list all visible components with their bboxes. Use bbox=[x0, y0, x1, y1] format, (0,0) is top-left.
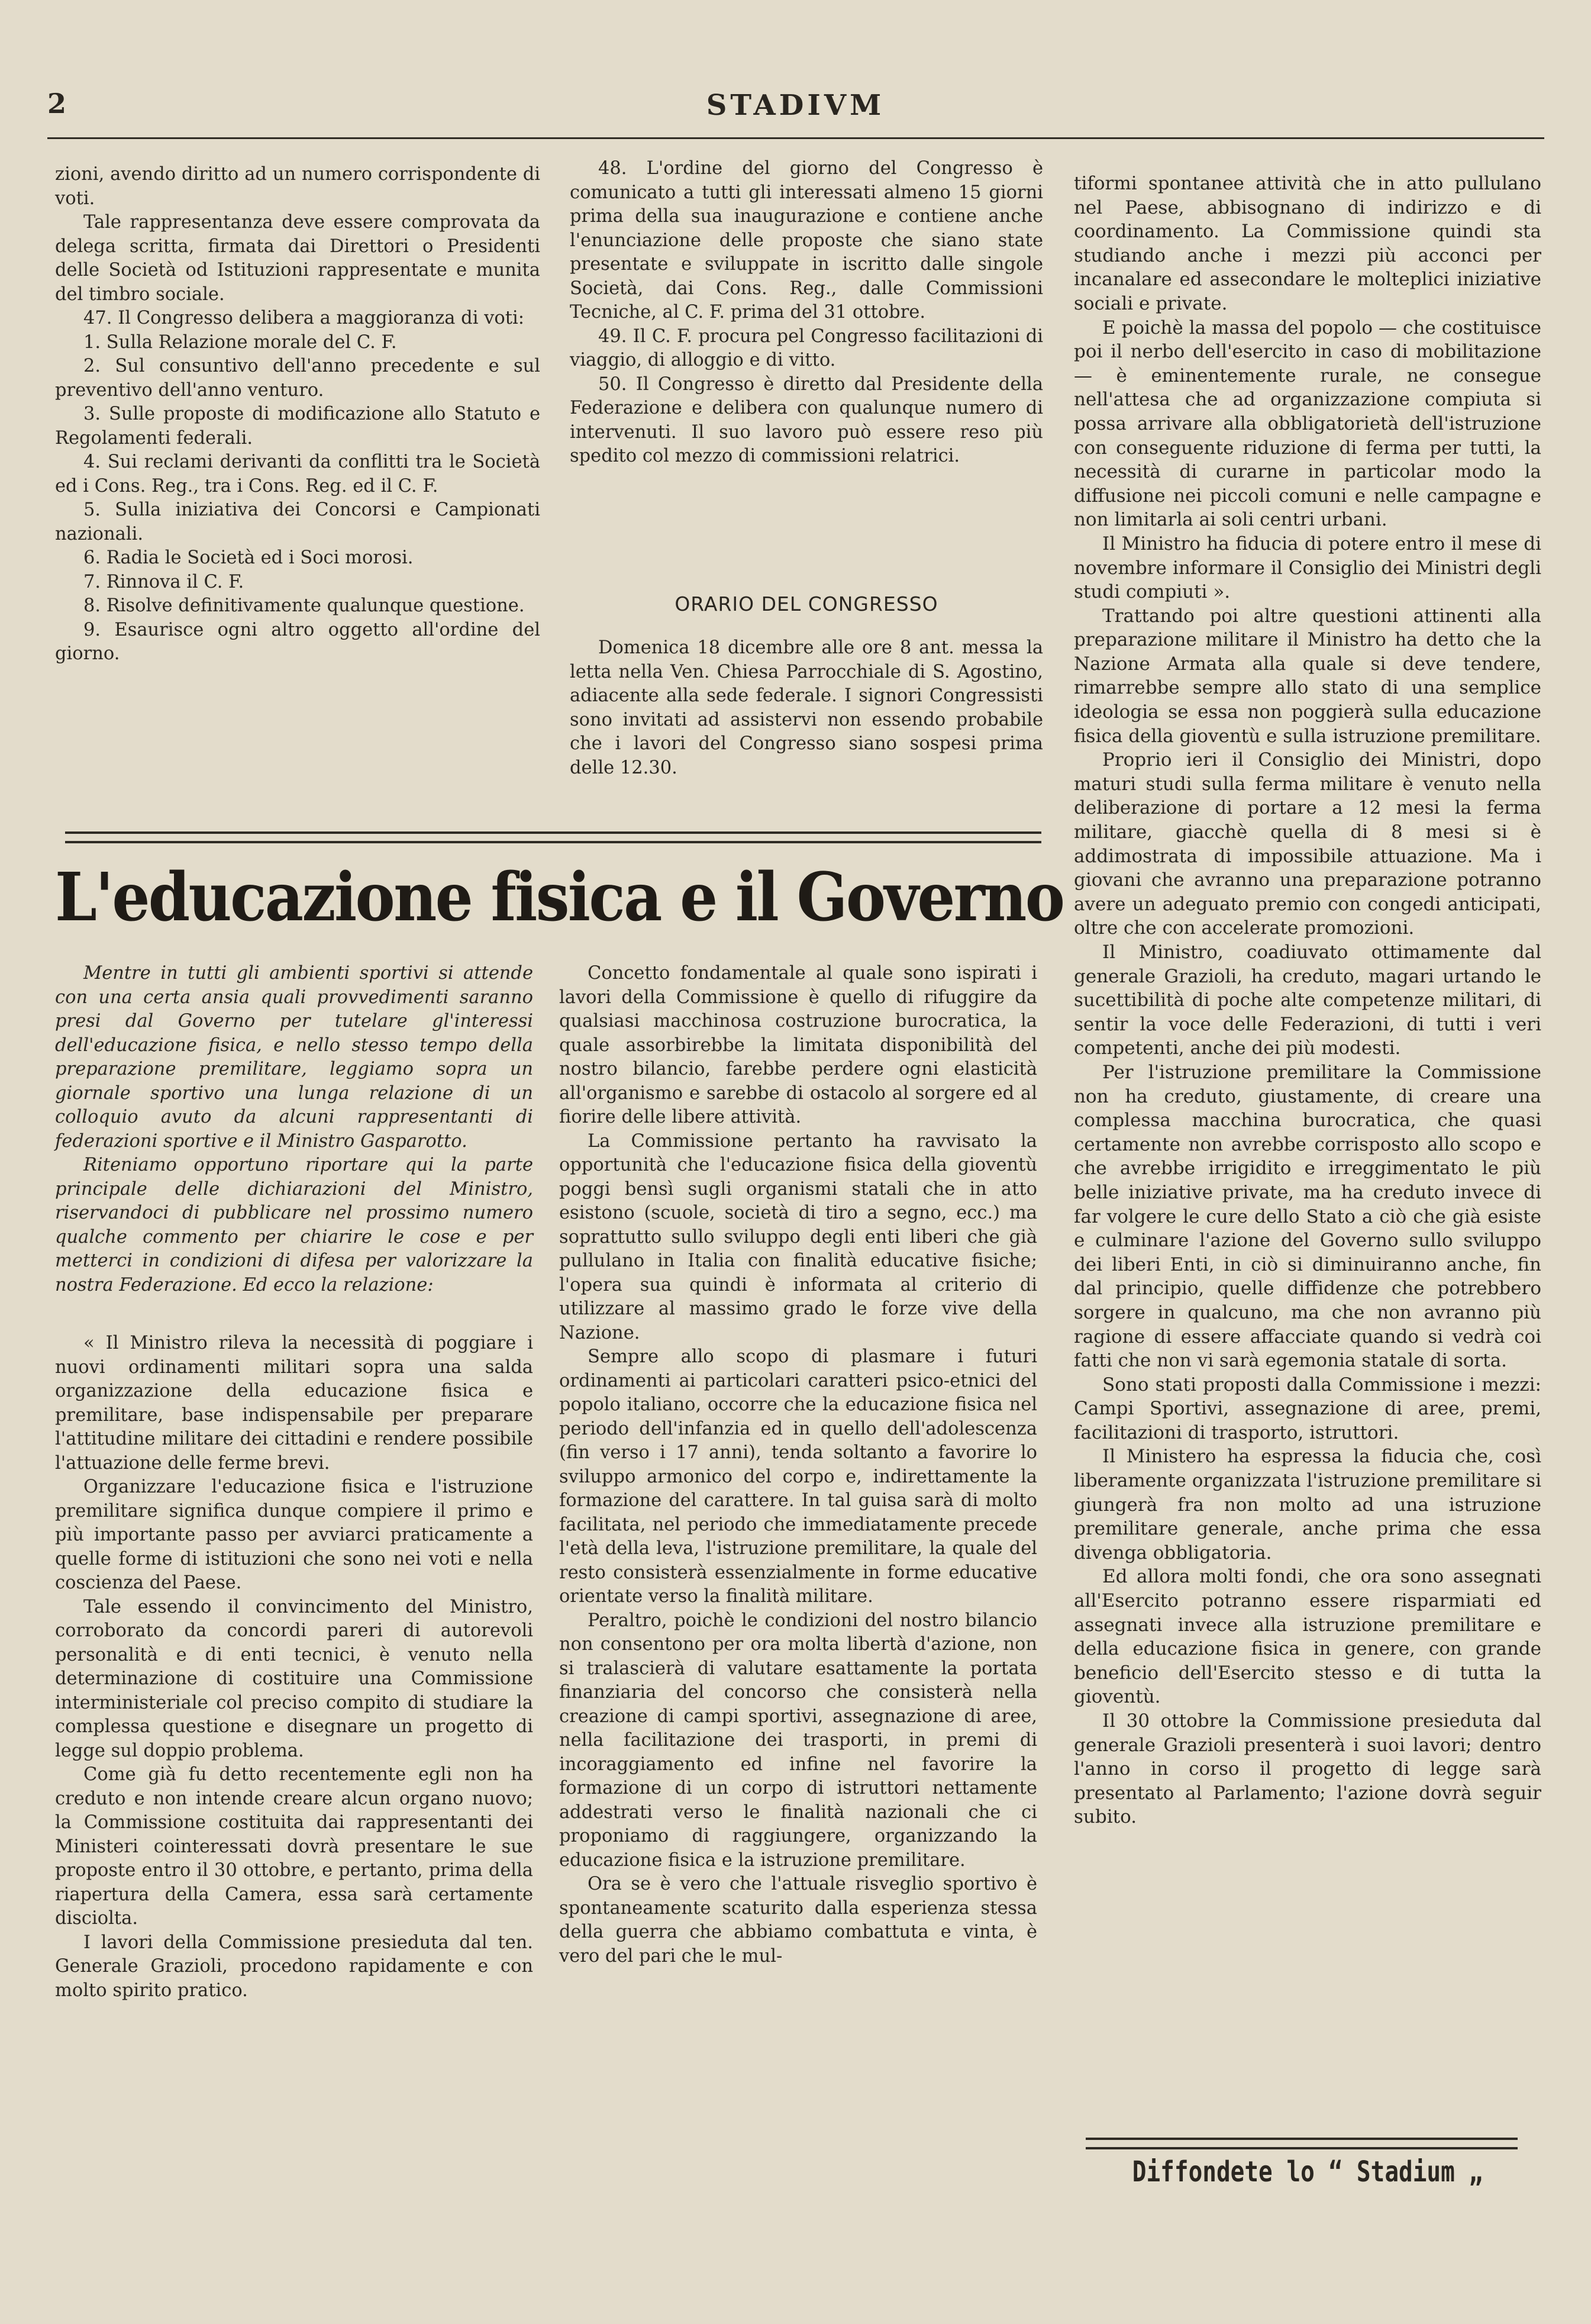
article-paragraph: Sono stati proposti dalla Commissione i mezzi: Campi Sportivi, assegnazione di aree, premi, facilitazioni di trasporto, istruttori. bbox=[1074, 1374, 1541, 1443]
article-paragraph: Ora se è vero che l'attuale risveglio sportivo è spontaneamente scaturito dalla esperienza stessa della guerra che abbiamo combattuta e vinta, è vero del pari che le mul- bbox=[559, 1874, 1037, 1967]
article-paragraph: « Il Ministro rileva la necessità di poggiare i nuovi ordinamenti militari sopra una salda organizzazione della educazione fisica e premilitare, base indispensabile per preparare l'attitudine militare dei cittadini e rendere possibile l'attuazione delle ferme brevi. bbox=[55, 1333, 533, 1474]
statute-article: 47. Il Congresso delibera a maggioranza di voti: bbox=[83, 308, 525, 328]
article-paragraph: Il Ministero ha espressa la fiducia che, così liberamente organizzata l'istruzione premilitare si giungerà fra non molto ad una istruzione premilitare generale, anche prima che essa divenga obbligatoria. bbox=[1074, 1446, 1541, 1564]
statute-article: 49. Il C. F. procura pel Congresso facilitazioni di viaggio, di alloggio e di vitto. bbox=[570, 325, 1043, 370]
article-paragraph: Ed allora molti fondi, che ora sono assegnati all'Esercito potranno essere risparmiati ed assegnati invece alla istruzione premilitare e della educazione fisica in genere, con grande beneficio dell'Esercito stesso e di tutta la gioventù. bbox=[1074, 1566, 1541, 1708]
statute-article: 48. L'ordine del giorno del Congresso è comunicato a tutti gli interessati almeno 15 giorni prima della sua inaugurazione e contiene anche l'enunciazione delle proposte che siano state presentate e sviluppate in iscritto dalle singole Società, dai Cons. Reg., dalle Commissioni Tecniche, al C. F. prima del 31 ottobre. bbox=[570, 158, 1043, 323]
article-paragraph: Come già fu detto recentemente egli non ha creduto e non intende creare alcun organo nuovo; la Commissione costituita dai rappresentanti dei Ministeri cointeressati dovrà presentare le sue proposte entro il 30 ottobre, e pertanto, prima della riapertura della Camera, essa sarà certamente disciolta. bbox=[55, 1764, 533, 1929]
statute-article: 50. Il Congresso è diretto dal Presidente della Federazione e delibera con qualunque numero di intervenuti. Il suo lavoro può essere reso più spedito col mezzo di commissioni relatrici. bbox=[570, 373, 1043, 466]
orario-text: Domenica 18 dicembre alle ore 8 ant. messa la letta nella Ven. Chiesa Parrocchiale di S. Agostino, adiacente alla sede federale. I signori Congressisti sono invitati ad assistervi non essendo probabile che i lavori del Congresso siano sospesi prima delle 12.30. bbox=[570, 637, 1043, 778]
statute-list-item: 9. Esaurisce ogni altro oggetto all'ordine del giorno. bbox=[55, 619, 540, 664]
article-column-2 bbox=[559, 962, 1037, 1968]
article-intro: Mentre in tutti gli ambienti sportivi si attende con una certa ansia quali provvedimenti saranno presi dal Governo per tutelare gl'interessi dell'educazione fisica, e nello stesso tempo della preparazione premilitare, leggiamo sopra un giornale sportivo una lunga relazione di un colloquio avuto da alcuni rappresentanti di federazioni sportive e il Ministro Gasparotto. bbox=[55, 963, 533, 1152]
statute-list-item: 8. Risolve definitivamente qualunque questione. bbox=[83, 595, 525, 616]
statute-column-2 bbox=[570, 157, 1043, 469]
promo-banner: Diffondete lo “ Stadium „ bbox=[1132, 2155, 1483, 2188]
article-paragraph: Il Ministro, coadiuvato ottimamente dal generale Grazioli, ha creduto, magari urtando le sucettibilità di poche alte competenze militari, di sentir la voce delle Federazioni, di tutti i veri competenti, anche dei più modesti. bbox=[1074, 942, 1541, 1059]
statute-list-item: 2. Sul consuntivo dell'anno precedente e sul preventivo dell'anno venturo. bbox=[55, 356, 540, 401]
article-paragraph: Per l'istruzione premilitare la Commissione non ha creduto, giustamente, di creare una complessa macchina burocratica, che quasi certamente non avrebbe corrisposto allo scopo e che avrebbe irrigidito e irreggimentato le più belle iniziative private, ma ha creduto invece di far volgere le cure dello Stato a ciò che già esiste e culminare l'azione del Governo sullo sviluppo dei liberi Enti, in ciò si diminuiranno anche, fin dal principio, quelle diffidenze che potrebbero sorgere in qualcuno, ma che non avranno più ragione di essere affacciate quando si vedrà coi fatti che non vi sarà egemonia statale di sorta. bbox=[1074, 1061, 1541, 1372]
article-paragraph: Tale essendo il convincimento del Ministro, corroborato da concordi pareri di autorevoli personalità e di enti tecnici, è venuto nella determinazione di costituire una Commissione interministeriale col preciso compito di studiare la complessa questione e disegnare un progetto di legge sul doppio problema. bbox=[55, 1596, 533, 1761]
article-paragraph: tiformi spontanee attività che in atto pullulano nel Paese, abbisognano di indirizzo e di coordinamento. La Commissione quindi sta studiando anche i mezzi più acconci per incanalare ed assecondare le molteplici iniziative sociali e private. bbox=[1074, 173, 1541, 314]
article-headline: L'educazione fisica e il Governo bbox=[55, 859, 1064, 936]
statute-paragraph: Tale rappresentanza deve essere comprovata da delega scritta, firmata dai Direttori o Presidenti delle Società od Istituzioni rappresentate e munita del timbro sociale. bbox=[55, 212, 540, 305]
statute-list-item: 5. Sulla iniziativa dei Concorsi e Campionati nazionali. bbox=[55, 499, 540, 544]
statute-column-1 bbox=[55, 163, 540, 666]
article-paragraph: Concetto fondamentale al quale sono ispirati i lavori della Commissione è quello di rifuggire da qualsiasi macchinosa costruzione burocratica, la quale assorbirebbe la limitata disponibilità del nostro bilancio, farebbe perdere ogni elasticità all'organismo e sarebbe di ostacolo al sorgere ed al fiorire delle libere attività. bbox=[559, 963, 1037, 1127]
article-paragraph: E poichè la massa del popolo — che costituisce poi il nerbo dell'esercito in caso di mobilitazione — è eminentemente rurale, ne consegue nell'attesa che ad organizzazione compiuta si possa arrivare alla obbligatorietà dell'istruzione con conseguente riduzione di ferma per tutti, la necessità di curarne in particolar modo la diffusione nei piccoli comuni e nelle campagne e non limitarla ai soli centri urbani. bbox=[1074, 317, 1541, 531]
article-paragraph: Peraltro, poichè le condizioni del nostro bilancio non consentono per ora molta libertà d'azione, non si tralascierà di valutare esattamente la portata finanziaria del concorso che consisterà nella creazione di campi sportivi, assegnazione di aree, nella facilitazione dei trasporti, in premi di incoraggiamento ed infine nel favorire la formazione di un corpo di istruttori nettamente addestrati verso le finalità nazionali che ci proponiamo di raggiungere, organizzando la educazione fisica e la istruzione premilitare. bbox=[559, 1610, 1037, 1871]
statute-list-item: 6. Radia le Società ed i Soci morosi. bbox=[83, 547, 414, 568]
article-paragraph: Proprio ieri il Consiglio dei Ministri, dopo maturi studi sulla ferma militare è venuto nella deliberazione di portare a 12 mesi la ferma militare, giacchè quella di 8 mesi si è addimostrata di impossibile attuazione. Ma i giovani che avranno una preparazione potranno avere un adeguato premio con congedi anticipati, oltre che con accelerate promozioni. bbox=[1074, 749, 1541, 939]
promo-rule bbox=[1086, 2138, 1518, 2149]
article-paragraph: La Commissione pertanto ha ravvisato la opportunità che l'educazione fisica della gioventù poggi bensì sugli organismi statali che in atto esistono (scuole, società di tiro a segno, ecc.) ma soprattutto sullo sviluppo degli enti liberi che già pullulano in Italia con finalità educative fisiche; l'opera sua quindi è informata al criterio di utilizzare al massimo grado le forze vive della Nazione. bbox=[559, 1130, 1037, 1343]
orario-title: ORARIO DEL CONGRESSO bbox=[675, 592, 938, 615]
orario-text-block bbox=[570, 636, 1043, 780]
article-paragraph: Sempre allo scopo di plasmare i futuri ordinamenti ai particolari caratteri psico-etnici del popolo italiano, occorre che la educazione fisica nel periodo dell'infanzia ed in quello dell'adolescenza (fin verso i 17 anni), tenda soltanto a favorire lo sviluppo armonico del corpo e, indirettamente la formazione del carattere. In tal guisa sarà di molto facilitata, nel periodo che immediatamente precede l'età della leva, l'istruzione premilitare, la quale del resto consisterà essenzialmente in forme educative orientate verso la finalità militare. bbox=[559, 1346, 1037, 1607]
article-intro: Riteniamo opportuno riportare qui la parte principale delle dichiarazioni del Ministro, riservandoci di pubblicare nel prossimo numero qualche commento per chiarire le cose e per metterci in condizioni di difesa per valorizzare la nostra Federazione. Ed ecco la relazione: bbox=[55, 1155, 533, 1295]
article-column-3 bbox=[1074, 172, 1541, 1829]
article-column-1 bbox=[55, 962, 533, 2003]
article-paragraph: Trattando poi altre questioni attinenti alla preparazione militare il Ministro ha detto che la Nazione Armata alla quale si deve tendere, rimarrebbe sempre allo stato di una semplice ideologia se essa non poggierà sulla educazione fisica della gioventù e sulla istruzione premilitare. bbox=[1074, 605, 1541, 747]
statute-paragraph: zioni, avendo diritto ad un numero corrispondente di voti. bbox=[55, 164, 540, 209]
article-paragraph: I lavori della Commissione presieduta dal ten. Generale Grazioli, procedono rapidamente e con molto spirito pratico. bbox=[55, 1932, 533, 2001]
statute-list-item: 7. Rinnova il C. F. bbox=[83, 571, 244, 592]
statute-list-item: 3. Sulle proposte di modificazione allo Statuto e Regolamenti federali. bbox=[55, 404, 540, 449]
statute-list-item: 4. Sui reclami derivanti da conflitti tra le Società ed i Cons. Reg., tra i Cons. Reg. ed il C. F. bbox=[55, 452, 540, 497]
masthead: STADIVM bbox=[706, 89, 885, 122]
statute-list-item: 1. Sulla Relazione morale del C. F. bbox=[83, 331, 397, 353]
header-rule bbox=[47, 137, 1544, 139]
article-paragraph: Il 30 ottobre la Commissione presieduta dal generale Grazioli presenterà i suoi lavori; dentro l'anno in corso il progetto di legge sarà presentato al Parlamento; l'azione dovrà seguir subito. bbox=[1074, 1710, 1541, 1828]
article-paragraph: Organizzare l'educazione fisica e l'istruzione premilitare significa dunque compiere il primo e più importante passo per avviarci praticamente a quelle forme di istituzioni che sono nei voti e nella coscienza del Paese. bbox=[55, 1477, 533, 1593]
page-number: 2 bbox=[47, 88, 67, 120]
headline-rule-top bbox=[65, 831, 1041, 843]
article-paragraph: Il Ministro ha fiducia di potere entro il mese di novembre informare il Consiglio dei Ministri degli studi compiuti ». bbox=[1074, 533, 1541, 603]
